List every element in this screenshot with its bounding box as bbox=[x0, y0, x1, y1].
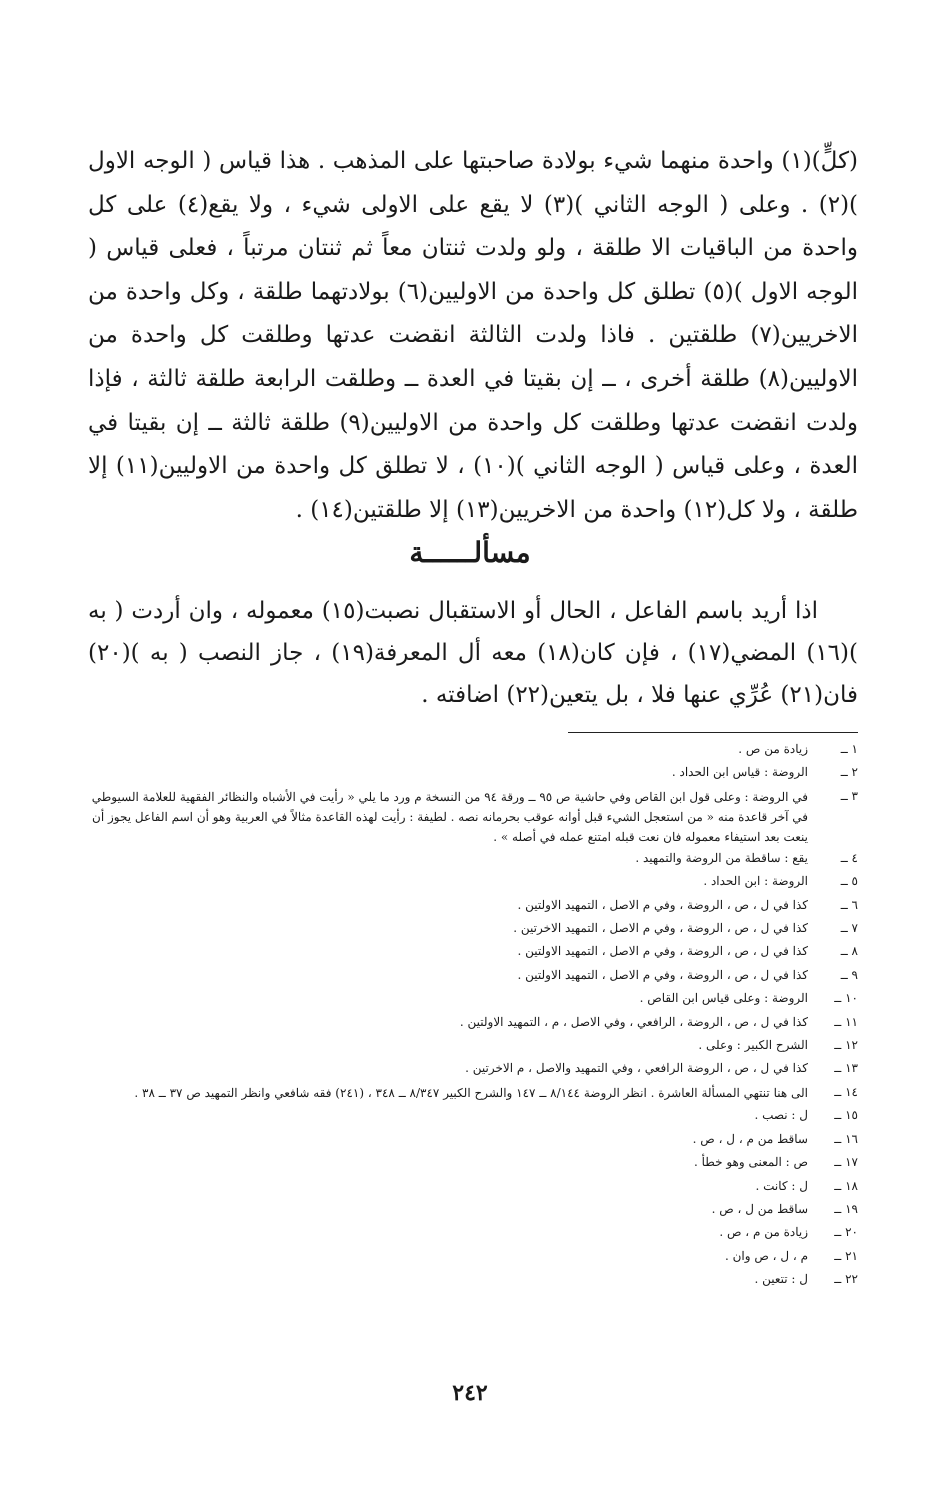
footnote-text: الشرح الكبير : وعلى . bbox=[698, 1038, 808, 1053]
footnote-item bbox=[78, 1104, 858, 1127]
footnote-item bbox=[78, 1245, 858, 1268]
footnote-text: الى هنا تنتهي المسألة العاشرة . انظر الروضة ٨/١٤٤ ــ ١٤٧ والشرح الكبير ٨/٣٤٧ ــ ٣٤٨ ، (٢٤١) فقه شافعي وانظر التمهيد ص ٣٧ ــ ٣٨ . bbox=[134, 1085, 808, 1100]
footnote-number: ١٠ ــ bbox=[834, 991, 858, 1006]
footnote-item bbox=[78, 940, 858, 963]
footnote-text: كذا في ل ، ص ، الروضة ، الرافعي ، وفي الاصل ، م ، التمهيد الاولتين . bbox=[459, 1014, 808, 1029]
footnote-text: زيادة من ص . bbox=[738, 742, 808, 756]
footnote-item bbox=[78, 785, 858, 847]
footnote-number: ١٢ ــ bbox=[834, 1038, 858, 1053]
main-text-block bbox=[88, 140, 858, 532]
footnote-item bbox=[78, 917, 858, 940]
footnote-number: ٩ ــ bbox=[840, 967, 858, 982]
footnote-text: الروضة : ابن الحداد . bbox=[703, 874, 808, 889]
footnote-text: كذا في ل ، ص ، الروضة ، وفي م الاصل ، التمهيد الاولتين . bbox=[517, 897, 808, 912]
footnote-number: ١٧ ــ bbox=[834, 1155, 858, 1170]
footnote-text: الروضة : وعلى قياس ابن القاص . bbox=[639, 991, 808, 1006]
footnote-text: كذا في ل ، ص ، الروضة ، وفي م الاصل ، التمهيد الاخرتين . bbox=[513, 921, 808, 936]
footnote-item bbox=[78, 1268, 858, 1291]
footnote-number: ١٦ ــ bbox=[834, 1131, 858, 1146]
footnote-item bbox=[78, 738, 858, 761]
footnote-text: ل : كانت . bbox=[755, 1178, 808, 1193]
footnote-number: ٢ ــ bbox=[840, 765, 858, 780]
footnote-text: ل : تتعين . bbox=[754, 1272, 808, 1287]
footnote-number: ٢٠ ــ bbox=[834, 1225, 858, 1240]
footnotes-list bbox=[78, 738, 858, 1292]
footnote-item bbox=[78, 870, 858, 893]
footnote-number: ١٤ ــ bbox=[834, 1084, 858, 1099]
footnote-item bbox=[78, 1057, 858, 1080]
footnote-number: ١٨ ــ bbox=[834, 1178, 858, 1193]
footnote-item bbox=[78, 1128, 858, 1151]
footnote-text: م ، ل ، ص وان . bbox=[724, 1248, 808, 1263]
page-number: ٢٤٢ bbox=[452, 1380, 488, 1406]
footnote-text: كذا في ل ، ص ، الروضة ، وفي م الاصل ، التمهيد الاولتين . bbox=[517, 944, 808, 959]
footnote-number: ١٥ ــ bbox=[834, 1108, 858, 1123]
second-text-block bbox=[88, 590, 858, 716]
footnote-item bbox=[78, 1198, 858, 1221]
footnote-text: ص : المعنى وهو خطأ . bbox=[693, 1155, 808, 1170]
footnote-item bbox=[78, 894, 858, 917]
footnote-item bbox=[78, 847, 858, 870]
footnote-text: يقع : ساقطة من الروضة والتمهيد . bbox=[635, 850, 808, 865]
footnote-text: ل : نصب . bbox=[754, 1108, 808, 1123]
footnote-number: ١٩ ــ bbox=[834, 1201, 858, 1216]
second-paragraph: اذا أريد باسم الفاعل ، الحال أو الاستقبال نصبت(١٥) معموله ، وان أردت ( به )(١٦) المضي(١٧) ، فإن كان(١٨) معه أل المعرفة(١٩) ، جاز النصب ( به )(٢٠) فان(٢١) عُرِّي عنها فلا ، بل يتعين(٢٢) اضافته . bbox=[88, 598, 858, 708]
footnote-item bbox=[78, 964, 858, 987]
footnote-number: ٧ ــ bbox=[840, 921, 858, 936]
footnote-text: الروضة : قياس ابن الحداد . bbox=[671, 765, 808, 780]
footnote-number: ١ ــ bbox=[840, 742, 858, 756]
footnote-item bbox=[78, 1175, 858, 1198]
footnote-number: ٥ ــ bbox=[840, 874, 858, 889]
footnote-divider bbox=[568, 732, 858, 733]
footnote-number: ٦ ــ bbox=[840, 897, 858, 912]
footnote-item bbox=[78, 761, 858, 784]
footnote-number: ٢٢ ــ bbox=[834, 1272, 858, 1287]
footnote-text: كذا في ل ، ص ، الروضة الرافعي ، وفي التمهيد والاصل ، م الاخرتين . bbox=[465, 1061, 808, 1076]
footnote-item bbox=[78, 1151, 858, 1174]
footnote-text: زيادة من م ، ص . bbox=[719, 1225, 808, 1240]
footnote-text: ساقط من ل ، ص . bbox=[711, 1201, 808, 1216]
main-paragraph: (كلٍّ)(١) واحدة منهما شيء بولادة صاحبتها على المذهب . هذا قياس ( الوجه الاول )(٢) . وعلى ( الوجه الثاني )(٣) لا يقع على الاولى شيء ، ولا يقع(٤) على كل واحدة من الباقيات الا طلقة ، ولو ولدت ثنتان معاً ثم ثنتان مرتباً ، فعلى قياس ( الوجه الاول )(٥) تطلق كل واحدة من الاوليين(٦) بولادتهما طلقة ، وكل واحدة من الاخريين(٧) طلقتين . فاذا ولدت الثالثة انقضت عدتها وطلقت كل واحدة من الاوليين(٨) طلقة أخرى ، ــ إن بقيتا في العدة ــ وطلقت الرابعة طلقة ثالثة ، فإذا ولدت انقضت عدتها وطلقت كل واحدة من الاوليين(٩) طلقة ثالثة ــ إن بقيتا في العدة ، وعلى قياس ( الوجه الثاني )(١٠) ، لا تطلق كل واحدة من الاوليين(١١) إلا طلقة ، ولا كل(١٢) واحدة من الاخريين(١٣) إلا طلقتين(١٤) . bbox=[88, 148, 859, 523]
footnote-item bbox=[78, 1081, 858, 1104]
footnote-item bbox=[78, 1034, 858, 1057]
footnote-number: ٢١ ــ bbox=[834, 1248, 858, 1263]
footnote-number: ٨ ــ bbox=[840, 944, 858, 959]
footnote-text: كذا في ل ، ص ، الروضة ، وفي م الاصل ، التمهيد الاولتين . bbox=[517, 967, 808, 982]
footnote-number: ١٣ ــ bbox=[834, 1061, 858, 1076]
footnote-number: ١١ ــ bbox=[834, 1014, 858, 1029]
footnote-item bbox=[78, 987, 858, 1010]
footnote-number: ٤ ــ bbox=[840, 850, 858, 865]
footnote-item bbox=[78, 1221, 858, 1244]
section-heading: مسألــــــة bbox=[409, 536, 531, 569]
footnote-text: في الروضة : وعلى قول ابن القاص وفي حاشية ص ٩٥ ــ ورقة ٩٤ من النسخة م ورد ما يلي « رأيت في الأشباه والنظائر الفقهية للعلامة السيوطي في آخر قاعدة منه « من استعجل الشيء قبل أوانه عوقب بحرمانه نصه . لطيفة : رأيت لهذه القاعدة مثالاً في العربية وهو أن اسم الفاعل يجوز أن ينعت بعد استيفاء معموله فان نعت قبله امتنع عمله في أصله » . bbox=[91, 789, 808, 844]
footnote-text: ساقط من م ، ل ، ص . bbox=[692, 1131, 808, 1146]
footnote-number: ٣ ــ bbox=[840, 788, 858, 803]
footnote-item bbox=[78, 1011, 858, 1034]
